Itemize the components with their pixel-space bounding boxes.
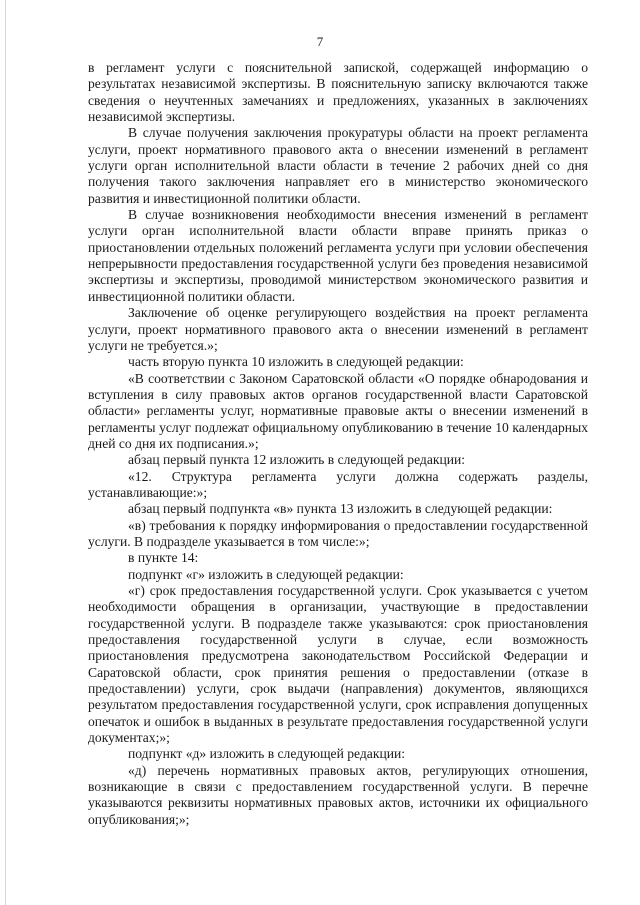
paragraph-amend-item-12: абзац первый пункта 12 изложить в следующей редакции: bbox=[128, 452, 466, 468]
paragraph-amend-subitem-g: подпункт «г» изложить в следующей редакции: bbox=[128, 566, 404, 582]
paragraph-subitem-d-text: «д) перечень нормативных правовых актов, регулирующих отношения, возникающие в связи с предоставлением государственной услуги. В перечне указываются реквизиты нормативных правовых актов, источники их официального опубликования;»; bbox=[88, 762, 588, 827]
paragraph-amend-item-10: часть вторую пункта 10 изложить в следующей редакции: bbox=[128, 354, 464, 370]
paragraph-in-item-14: в пункте 14: bbox=[128, 550, 199, 566]
paragraph-prosecutor-conclusion: В случае получения заключения прокуратуры области на проект регламента услуги, проект нормативного правового акта о внесении изменений в регламент услуги орган исполнительной власти области в течение 2 рабочих дней со дня получения такого заключения направляет его в министерство экономического развития и инвестиционной политики области. bbox=[88, 125, 588, 206]
document-body bbox=[88, 60, 588, 828]
page-number: 7 bbox=[316, 34, 324, 49]
scan-edge-line bbox=[5, 0, 6, 905]
paragraph-amend-item-13: абзац первый подпункта «в» пункта 13 изложить в следующей редакции: bbox=[128, 501, 553, 517]
paragraph-item-10-text: «В соответствии с Законом Саратовской области «О порядке обнародования и вступления в силу правовых актов органов государственной власти Саратовской области» регламенты услуг, нормативные правовые акты о внесении изменений в регламенты услуг подлежат официальному опубликованию в течение 10 календарных дней со дня их подписания.»; bbox=[88, 370, 588, 451]
paragraph-subitem-g-text: «г) срок предоставления государственной услуги. Срок указывается с учетом необходимости обращения в организации, участвующие в предоставлении государственной услуги. В подразделе также указываются: срок приостановления предоставления государственной услуги в случае, если возможность приостановления предусмотрена законодательством Российской Федерации и Саратовской области, срок принятия решения о предоставлении (отказе в предоставлении) услуги, срок выдачи (направления) документов, являющихся результатом предоставления государственной услуги, срок исправления допущенных опечаток и ошибок в выданных в результате предоставления государственной услуги документах;»; bbox=[88, 583, 588, 746]
paragraph-regulatory-impact: Заключение об оценке регулирующего воздействия на проект регламента услуги, проект нормативного правового акта о внесении изменений в регламент услуги не требуется.»; bbox=[88, 305, 588, 353]
paragraph-suspension-order: В случае возникновения необходимости внесения изменений в регламент услуги орган исполнительной власти области вправе принять приказ о приостановлении отдельных положений регламента услуги при условии обеспечения непрерывности предоставления государственной услуги без проведения независимой экспертизы и экспертизы, проводимой министерством экономического развития и инвестиционной политики области. bbox=[88, 207, 588, 304]
paragraph-item-13-text: «в) требования к порядку информирования о предоставлении государственной услуги. В подразделе указывается в том числе:»; bbox=[88, 517, 588, 549]
paragraph-amend-subitem-d: подпункт «д» изложить в следующей редакции: bbox=[128, 746, 406, 762]
paragraph-item-12-text: «12. Структура регламента услуги должна содержать разделы, устанавливающие:»; bbox=[88, 468, 588, 500]
paragraph-continuation: в регламент услуги с пояснительной запиской, содержащей информацию о результатах независимой экспертизы. В пояснительную записку включаются также сведения о неучтенных замечаниях и предложениях, указанных в заключениях независимой экспертизы. bbox=[88, 60, 588, 125]
